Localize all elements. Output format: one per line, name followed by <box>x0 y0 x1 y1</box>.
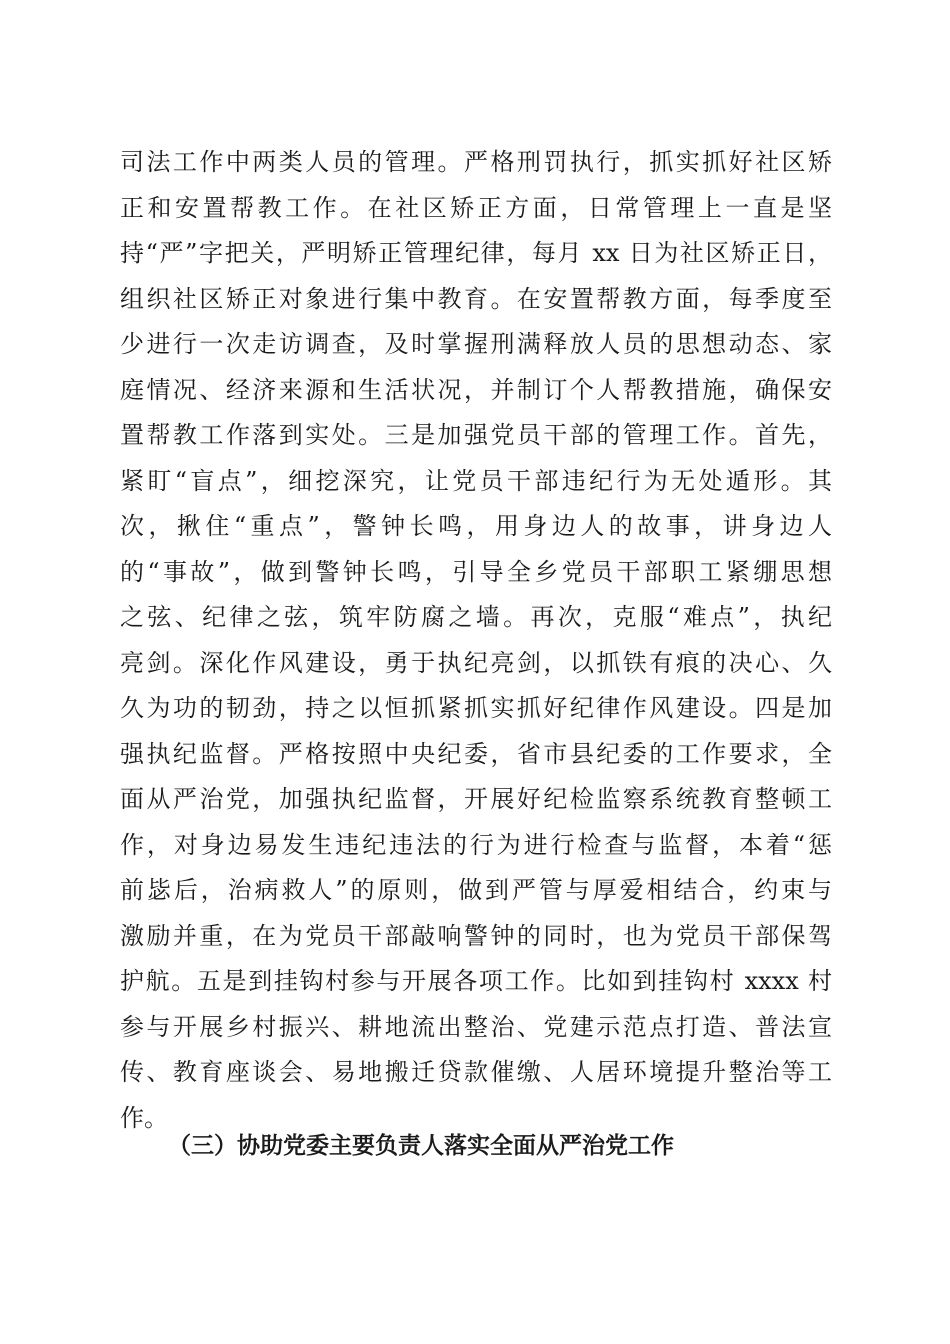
paragraph-line: 前毖后，治病救人”的原则，做到严管与厚爱相结合，约束与 <box>120 876 832 904</box>
paragraph-line: 面从严治党，加强执纪监督，开展好纪检监察系统教育整顿工 <box>120 785 832 813</box>
paragraph-line: 持“严”字把关，严明矫正管理纪律，每月 xx 日为社区矫正日， <box>120 239 832 267</box>
paragraph-line: 强执纪监督。严格按照中央纪委，省市县纪委的工作要求，全 <box>120 739 832 768</box>
paragraph-line: 的“事故”，做到警钟长鸣，引导全乡党员干部职工紧绷思想 <box>120 557 832 586</box>
paragraph-line: 置帮教工作落到实处。三是加强党员干部的管理工作。首先， <box>120 421 832 449</box>
paragraph-line: 作，对身边易发生违纪违法的行为进行检查与监督，本着“惩 <box>120 830 832 859</box>
paragraph-line: 之弦、纪律之弦，筑牢防腐之墙。再次，克服“难点”，执纪 <box>120 603 832 631</box>
paragraph-line: 参与开展乡村振兴、耕地流出整治、党建示范点打造、普法宣 <box>120 1012 832 1041</box>
paragraph-line: 少进行一次走访调查，及时掌握刑满释放人员的思想动态、家 <box>120 330 832 358</box>
section-heading: （三）协助党委主要负责人落实全面从严治党工作 <box>168 1133 674 1159</box>
paragraph-line: 传、教育座谈会、易地搬迁贷款催缴、人居环境提升整治等工 <box>120 1058 832 1086</box>
body-paragraph <box>120 140 832 1141</box>
paragraph-line: 作。 <box>120 1103 168 1132</box>
paragraph-line: 庭情况、经济来源和生活状况，并制订个人帮教措施，确保安 <box>120 375 832 404</box>
paragraph-line: 久为功的韧劲，持之以恒抓紧抓实抓好纪律作风建设。四是加 <box>120 694 832 722</box>
paragraph-line: 亮剑。深化作风建设，勇于执纪亮剑，以抓铁有痕的决心、久 <box>120 648 832 677</box>
paragraph-line: 正和安置帮教工作。在社区矫正方面，日常管理上一直是坚 <box>120 193 832 222</box>
paragraph-line: 激励并重，在为党员干部敲响警钟的同时，也为党员干部保驾 <box>120 921 832 950</box>
paragraph-line: 次，揪住“重点”，警钟长鸣，用身边人的故事，讲身边人 <box>120 512 832 540</box>
paragraph-line: 护航。五是到挂钩村参与开展各项工作。比如到挂钩村 xxxx 村 <box>120 967 832 995</box>
paragraph-line: 司法工作中两类人员的管理。严格刑罚执行，抓实抓好社区矫 <box>120 148 832 176</box>
paragraph-line: 紧盯“盲点”，细挖深究，让党员干部违纪行为无处遁形。其 <box>120 466 832 495</box>
paragraph-line: 组织社区矫正对象进行集中教育。在安置帮教方面，每季度至 <box>120 284 832 313</box>
